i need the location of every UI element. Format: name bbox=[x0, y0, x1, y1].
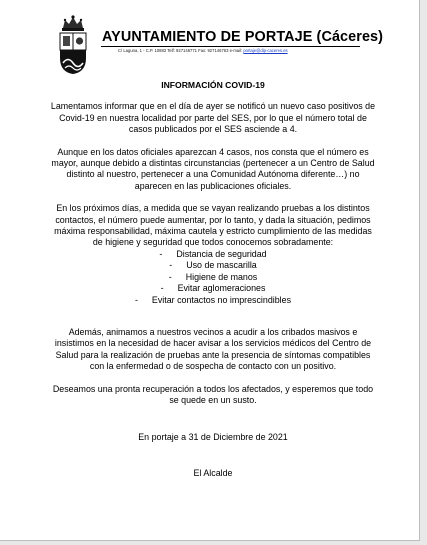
paragraph: Aunque en los datos oficiales aparezcan 4 casos, nos consta que el número es mayor, aunque debido a distintas circunstancias (pertenecer a un Centro de Salud distinto al nuestro, pertenecer a una Comunidad Autónoma diferente…) no aparecen en las publicaciones oficiales. bbox=[51, 146, 375, 191]
list-item: - Evitar aglomeraciones bbox=[160, 283, 266, 294]
paragraph: En los próximos días, a medida que se vayan realizando pruebas a los distintos contactos, el número puede aumentar, por lo tanto, y dada la situación, pedimos máxima responsabilidad, máxima cautela y estricto cumplimiento de las medidas de higiene y seguridad que todos conocemos sobradamente: bbox=[54, 203, 372, 248]
contact-email-link[interactable]: portaje@dip-caceres.es bbox=[243, 48, 288, 53]
notice-body bbox=[50, 80, 376, 479]
coat-of-arms-icon bbox=[57, 14, 89, 76]
signature: El Alcalde bbox=[193, 467, 233, 478]
list-item: - Evitar contactos no imprescindibles bbox=[134, 294, 292, 305]
list-item: - Uso de mascarilla bbox=[169, 260, 257, 271]
contact-line bbox=[118, 48, 368, 53]
municipality-title: AYUNTAMIENTO DE PORTAJE (Cáceres) bbox=[102, 29, 384, 45]
paragraph: Lamentamos informar que en el día de ayer se notificó un nuevo caso positivos de Covid-19 en nuestra localidad por parte del SES, por lo que el número total de casos publicados por el SES asciende a 4. bbox=[50, 101, 376, 135]
paragraph: Además, animamos a nuestros vecinos a acudir a los cribados masivos e insistimos en la necesidad de hacer avisar a los servicios médicos del Centro de Salud para la realización de pruebas ante la presencia de síntomas compatibles con la enfermedad o de sospecha de contacto con un positivo. bbox=[54, 326, 372, 372]
contact-address: C/ Laguna, 1 - C.P. 10883 Telf: 927146771 Fax: 927146763 e-mail: bbox=[118, 48, 244, 53]
dateline: En portaje a 31 de Diciembre de 2021 bbox=[138, 432, 288, 443]
safety-measures-list bbox=[50, 249, 376, 306]
list-item: - Distancia de seguridad bbox=[159, 248, 267, 259]
paragraph: Deseamos una pronta recuperación a todos los afectados, y esperemos que todo se quede en un susto. bbox=[52, 383, 374, 405]
list-item: - Higiene de manos bbox=[168, 271, 258, 282]
header-divider bbox=[101, 46, 360, 47]
notice-heading: INFORMACIÓN COVID-19 bbox=[161, 80, 265, 90]
